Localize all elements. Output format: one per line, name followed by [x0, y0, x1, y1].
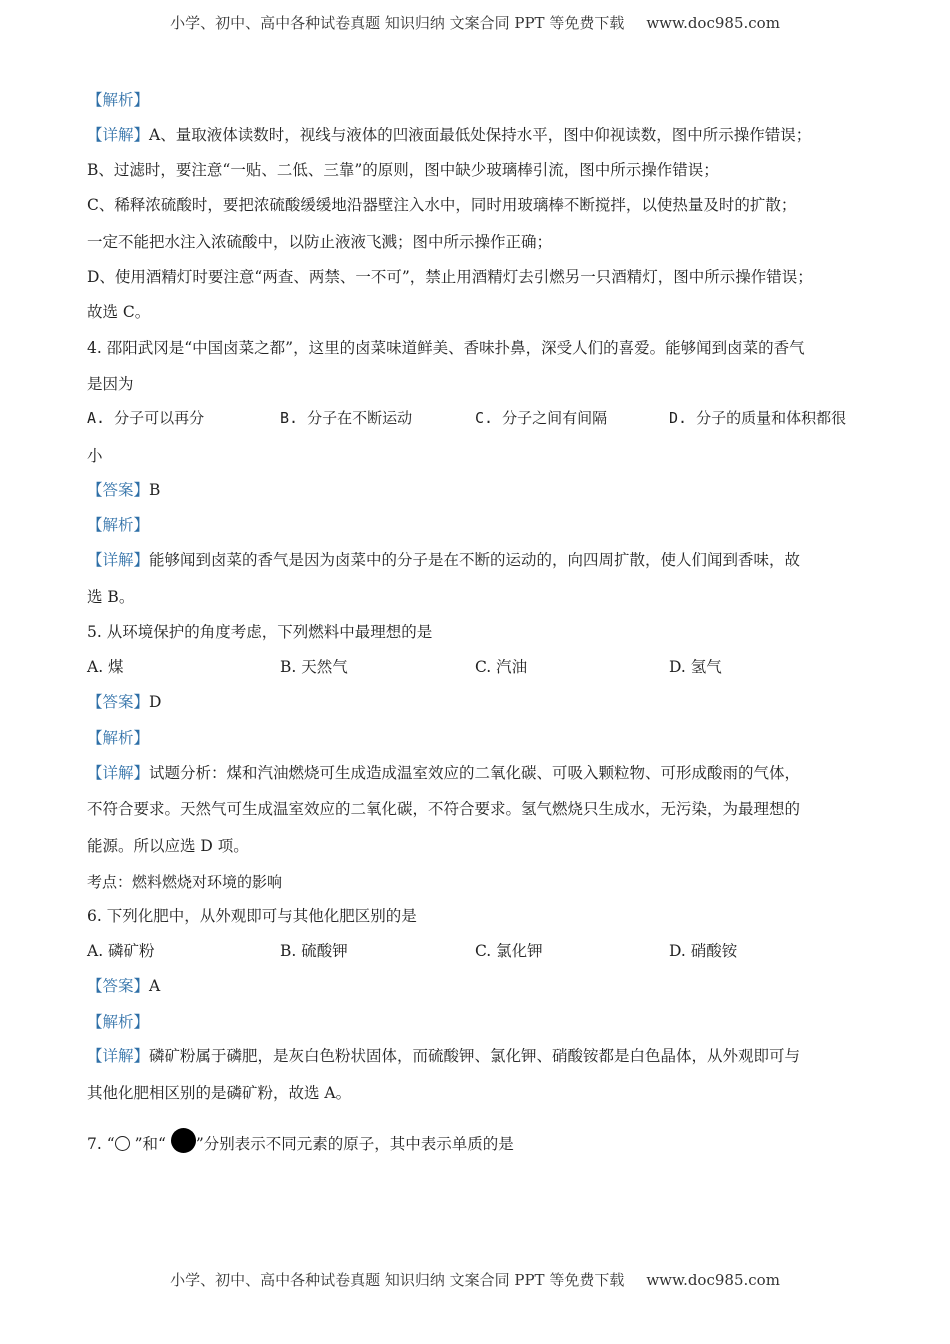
q4-answer [87, 479, 867, 501]
q7-stem-part-1: 7. “ [87, 1135, 115, 1153]
q3-xiangjie-tag: 【详解】 [87, 126, 150, 144]
q4-option-a: A. 分子可以再分 [87, 409, 205, 427]
q5-kaodian: 考点：燃料燃烧对环境的影响 [87, 873, 283, 891]
q4-option-c: C. 分子之间有间隔 [475, 409, 608, 427]
q6-detail-2: 其他化肥相区别的是磷矿粉，故选 A。 [87, 1084, 352, 1102]
q4-jiexi-tag: 【解析】 [87, 516, 150, 534]
header-url[interactable]: www.doc985.com [646, 14, 780, 32]
page-footer [0, 1269, 950, 1290]
q7-stem-part-2: ”和“ [134, 1135, 166, 1153]
q3-detail-b: B、过滤时，要注意“一贴、二低、三靠”的原则，图中缺少玻璃棒引流，图中所示操作错误； [87, 161, 719, 179]
q4-detail-1 [87, 549, 867, 571]
q5-jiexi-tag: 【解析】 [87, 729, 150, 747]
q4-option-d: D. 分子的质量和体积都很 [669, 409, 847, 427]
q4-detail-2: 选 B。 [87, 588, 135, 606]
q6-answer [87, 975, 867, 997]
q5-xiangjie-tag: 【详解】 [87, 764, 150, 782]
q6-answer-value: A [149, 977, 161, 995]
q3-detail-a-text: A、量取液体读数时，视线与液体的凹液面最低处保持水平，图中仰视读数，图中所示操作错误； [149, 126, 812, 144]
q4-stem-1: 4. 邵阳武冈是“中国卤菜之都”，这里的卤菜味道鲜美、香味扑鼻，深受人们的喜爱。能够闻到卤菜的香气 [87, 339, 805, 357]
q3-detail-a [87, 124, 867, 146]
q6-option-a: A. 磷矿粉 [87, 942, 155, 960]
q4-answer-value: B [149, 481, 161, 499]
hollow-circle-atom-icon [115, 1136, 130, 1151]
q3-jiexi-tag: 【解析】 [87, 91, 150, 109]
q5-stem: 5. 从环境保护的角度考虑，下列燃料中最理想的是 [87, 623, 433, 641]
page-header [0, 12, 950, 33]
footer-url[interactable]: www.doc985.com [646, 1271, 780, 1289]
q5-answer-value: D [149, 693, 162, 711]
q5-option-d: D. 氢气 [669, 658, 722, 676]
q3-detail-c2: 一定不能把水注入浓硫酸中，以防止液液飞溅；图中所示操作正确； [87, 233, 553, 251]
q6-detail-1-text: 磷矿粉属于磷肥，是灰白色粉状固体，而硫酸钾、氯化钾、硝酸铵都是白色晶体，从外观即可与 [149, 1047, 801, 1065]
q6-option-b: B. 硫酸钾 [280, 942, 348, 960]
filled-circle-atom-icon [171, 1128, 196, 1153]
q4-option-d-cont: 小 [87, 447, 103, 465]
header-text: 小学、初中、高中各种试卷真题 知识归纳 文案合同 PPT 等免费下载 [170, 14, 625, 32]
q6-option-d: D. 硝酸铵 [669, 942, 738, 960]
q6-stem: 6. 下列化肥中，从外观即可与其他化肥区别的是 [87, 907, 417, 925]
q3-detail-d: D、使用酒精灯时要注意“两查、两禁、一不可”，禁止用酒精灯去引燃另一只酒精灯，图中所示操作错误； [87, 268, 813, 286]
q5-answer [87, 691, 867, 713]
q6-xiangjie-tag: 【详解】 [87, 1047, 150, 1065]
q4-xiangjie-tag: 【详解】 [87, 551, 150, 569]
q6-option-c: C. 氯化钾 [475, 942, 543, 960]
q5-detail-3: 能源。所以应选 D 项。 [87, 837, 249, 855]
q5-option-b: B. 天然气 [280, 658, 348, 676]
q5-detail-1 [87, 762, 867, 784]
q7-stem-part-3: ”分别表示不同元素的原子，其中表示单质的是 [195, 1135, 514, 1153]
q3-conclusion: 故选 C。 [87, 303, 151, 321]
q7-stem [87, 1128, 867, 1157]
q5-detail-1-text: 试题分析：煤和汽油燃烧可生成造成温室效应的二氧化碳、可吸入颗粒物、可形成酸雨的气体， [149, 764, 801, 782]
q4-detail-1-text: 能够闻到卤菜的香气是因为卤菜中的分子是在不断的运动的，向四周扩散，使人们闻到香味，故 [149, 551, 801, 569]
q6-jiexi-tag: 【解析】 [87, 1013, 150, 1031]
q4-daan-tag: 【答案】 [87, 481, 150, 499]
q5-option-a: A. 煤 [87, 658, 124, 676]
q5-option-c: C. 汽油 [475, 658, 528, 676]
q6-daan-tag: 【答案】 [87, 977, 150, 995]
q5-detail-2: 不符合要求。天然气可生成温室效应的二氧化碳，不符合要求。氢气燃烧只生成水，无污染，为最理想的 [87, 800, 801, 818]
q4-option-b: B. 分子在不断运动 [280, 409, 413, 427]
q6-detail-1 [87, 1045, 867, 1067]
q4-stem-2: 是因为 [87, 375, 134, 393]
q3-detail-c1: C、稀释浓硫酸时，要把浓硫酸缓缓地沿器壁注入水中，同时用玻璃棒不断搅拌，以使热量及时的扩散； [87, 196, 797, 214]
q5-daan-tag: 【答案】 [87, 693, 150, 711]
footer-text: 小学、初中、高中各种试卷真题 知识归纳 文案合同 PPT 等免费下载 [170, 1271, 625, 1289]
